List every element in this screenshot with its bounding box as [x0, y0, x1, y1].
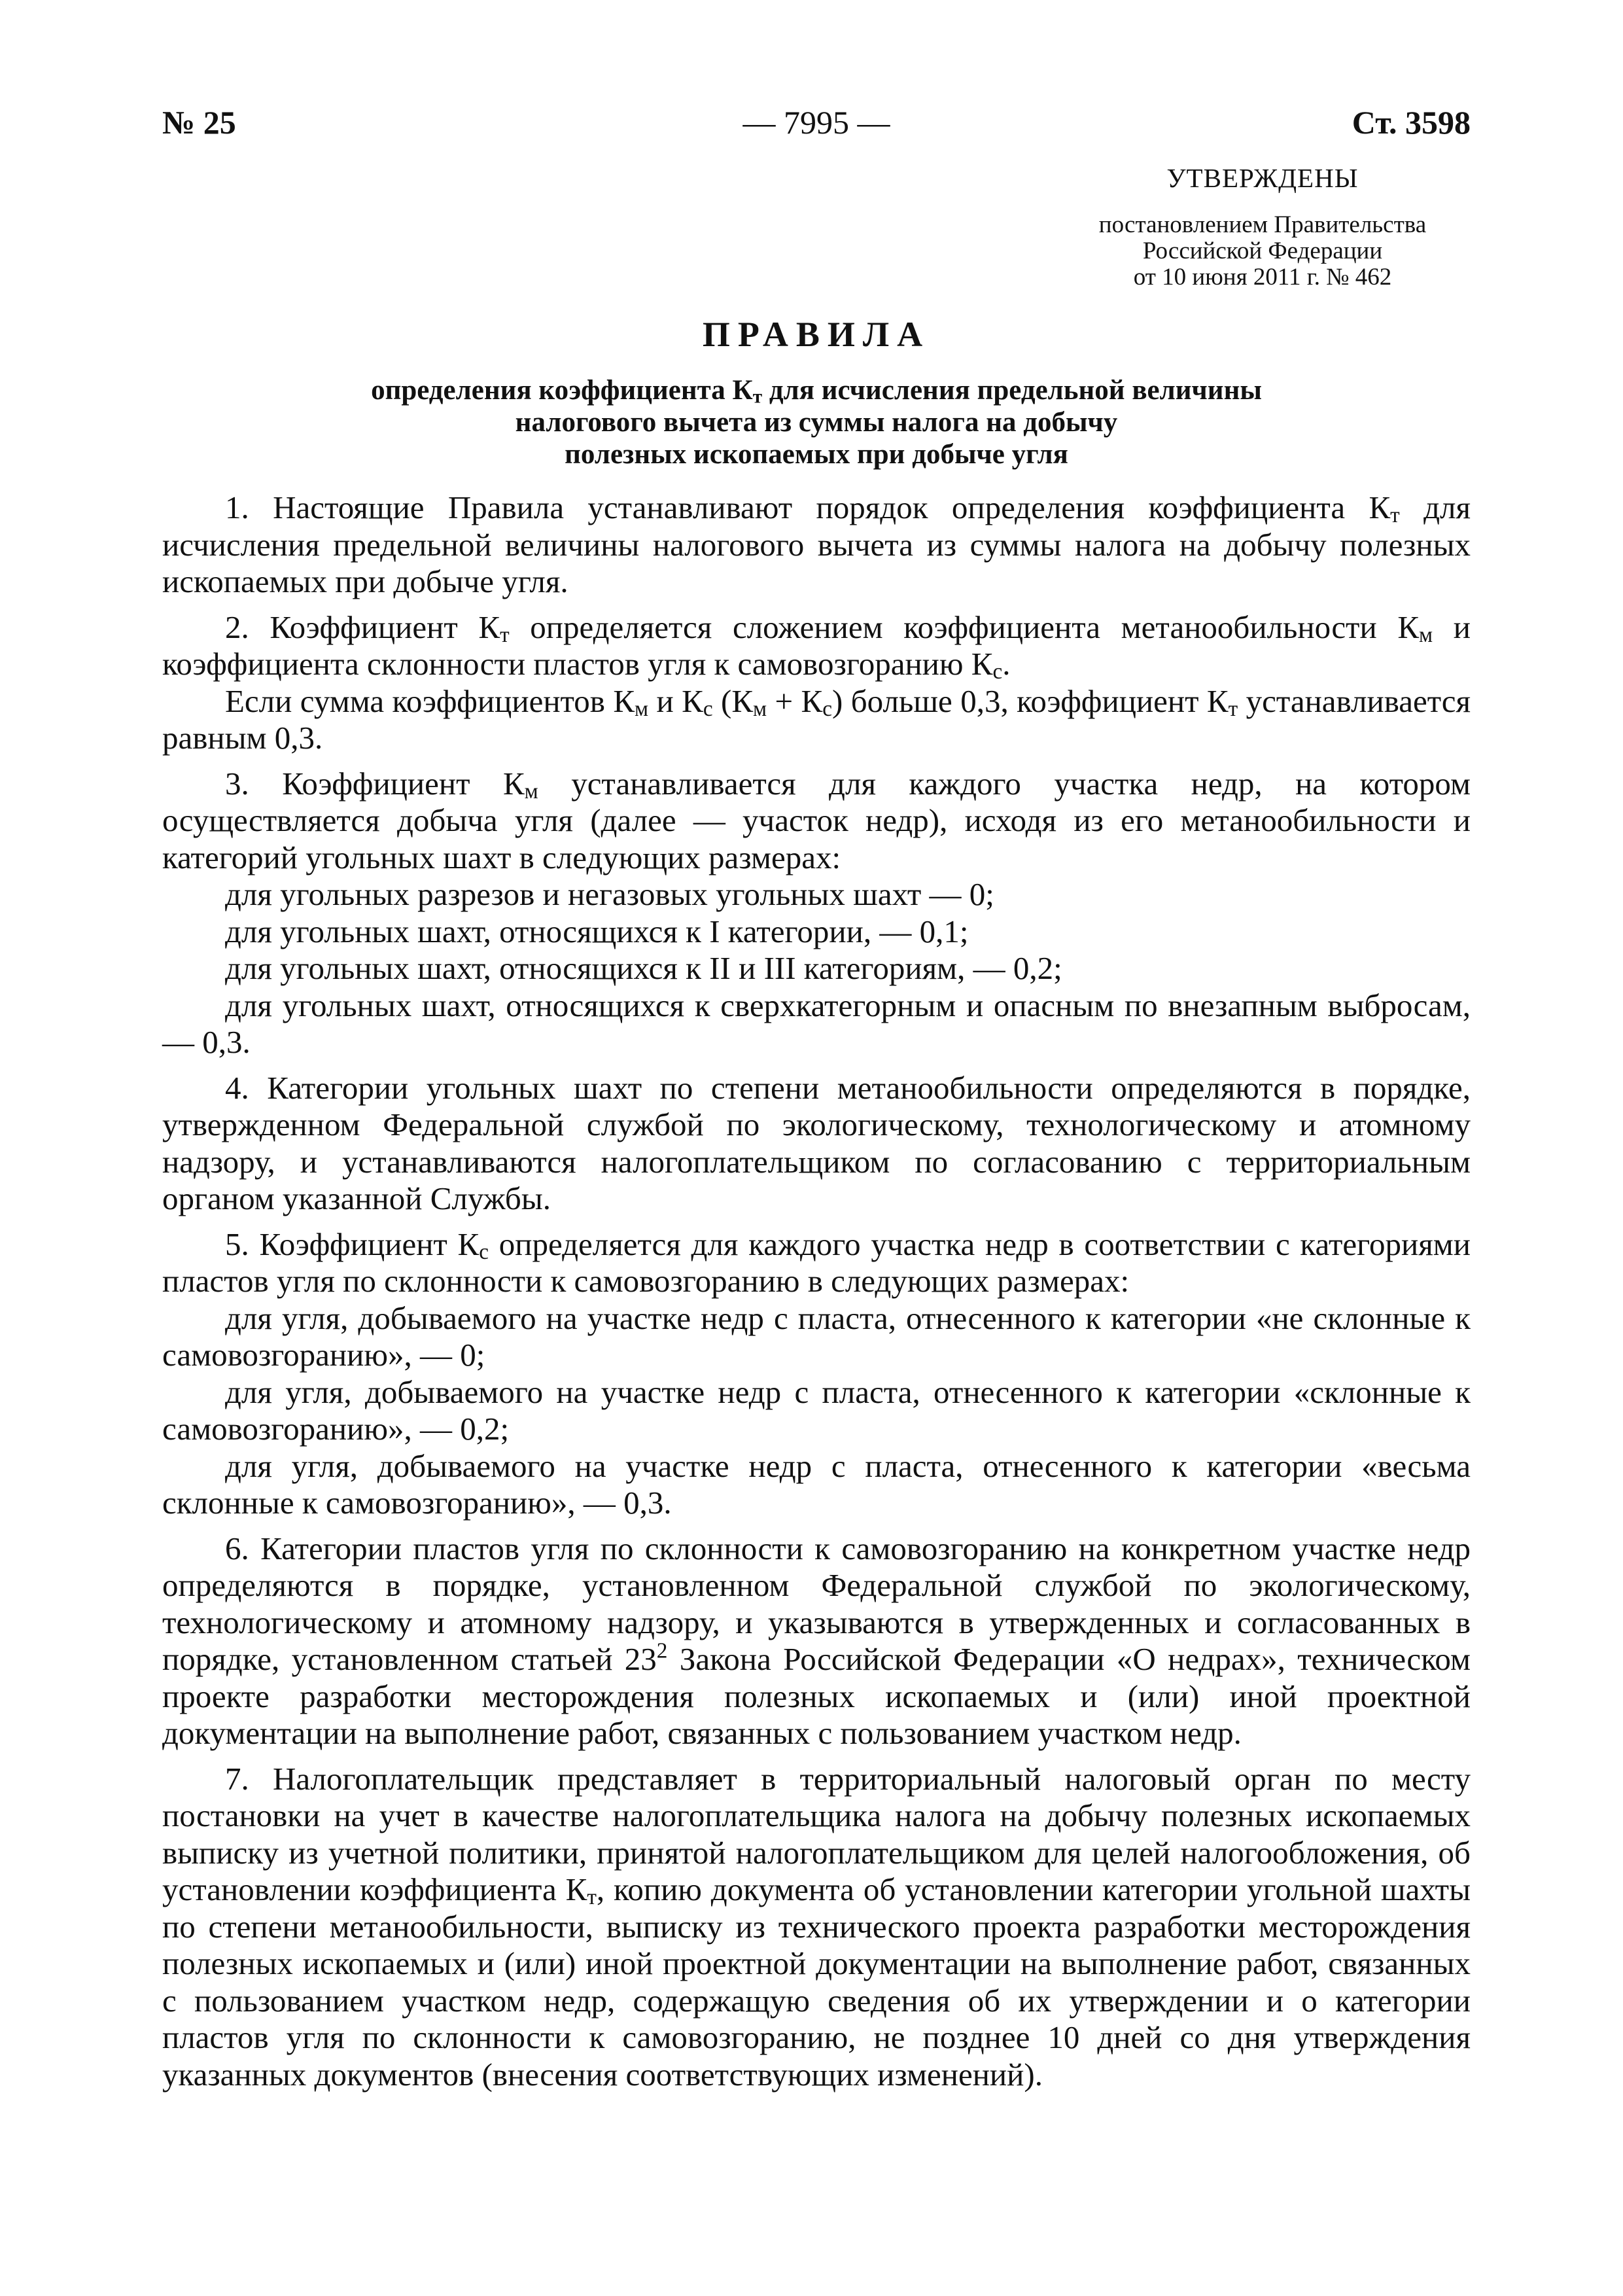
paragraph-6: 6. Категории пластов угля по склонности к самовозгоранию на конкретном участке недр определяются в порядке, установленном Федеральной службой по экологическому, технологическому и атомному надзору, и указываются в утвержденных и согласованных в порядке, установленном статьей $23^2$ Закона Российской Федерации «О недрах», техническом проекте разработки месторождения полезных ископаемых и (или) иной проектной документации на выполнение работ, связанных с пользованием участком недр.	[162, 1530, 1471, 1751]
paragraph-2: 2. Коэффициент Кт определяется сложением коэффициента метанообильности Км и коэффициента склонности пластов угля к самовозгоранию Кс.	[162, 609, 1471, 684]
subtitle-line-3: полезных ископаемых при добыче угля	[565, 439, 1068, 470]
subtitle-line-2: налогового вычета из суммы налога на добычу	[515, 407, 1118, 438]
page-number: — 7995 —	[742, 104, 890, 141]
list-item-kc-2: для угля, добываемого на участке недр с пласта, отнесенного к категории «весьма склонные к самовозгоранию», — 0,3.	[162, 1447, 1471, 1521]
approval-line-3: от 10 июня 2011 г. № 462	[1133, 264, 1392, 291]
paragraph-2-continued: Если сумма коэффициентов Км и Кс (Км + Кс) больше 0,3, коэффициент Кт устанавливается равным 0,3.	[162, 682, 1471, 756]
running-header	[162, 103, 1471, 149]
list-item-kc-0: для угля, добываемого на участке недр с пласта, отнесенного к категории «не склонные к самовозгоранию», — 0;	[162, 1299, 1471, 1373]
list-item-km-0: для угольных разрезов и негазовых угольных шахт — 0;	[225, 876, 994, 912]
paragraph-1: 1. Настоящие Правила устанавливают порядок определения коэффициента Кт для исчисления предельной величины налогового вычета из суммы налога на добычу полезных ископаемых при добыче угля.	[162, 489, 1471, 599]
approval-line-2: Российской Федерации	[1142, 238, 1383, 264]
paragraph-5: 5. Коэффициент Кс определяется для каждого участка недр в соответствии с категориями пластов угля по склонности к самовозгоранию в следующих размерах:	[162, 1226, 1471, 1299]
list-item-kc-1: для угля, добываемого на участке недр с пласта, отнесенного к категории «склонные к самовозгоранию», — 0,2;	[162, 1373, 1471, 1447]
approval-heading: УТВЕРЖДЕНЫ	[1166, 163, 1359, 193]
paragraph-3: 3. Коэффициент Км устанавливается для каждого участка недр, на котором осуществляется добыча угля (далее — участок недр), исходя из его метанообильности и категорий угольных шахт в следующих размерах:	[162, 765, 1471, 875]
approval-stamp	[1040, 162, 1485, 291]
document-body	[162, 489, 1471, 2102]
approval-line-1: постановлением Правительства	[1098, 211, 1427, 238]
issue-number: № 25	[162, 104, 236, 141]
paragraph-7: 7. Налогоплательщик представляет в территориальный налоговый орган по месту постановки на учет в качестве налогоплательщика налога на добычу полезных ископаемых выписку из учетной политики, принятой налогоплательщиком для целей налогообложения, об установлении коэффициента Кт, копию документа об установлении категории угольной шахты по степени метанообильности, выписку из технического проекта разработки месторождения полезных ископаемых и (или) иной проектной документации на выполнение работ, связанных с пользованием участком недр, содержащую сведения об их утверждении и о категории пластов угля по склонности к самовозгоранию, не позднее 10 дней со дня утверждения указанных документов (внесения соответствующих изменений).	[162, 1760, 1471, 2093]
paragraph-4: 4. Категории угольных шахт по степени метанообильности определяются в порядке, утвержденном Федеральной службой по экологическому, технологическому и атомному надзору, и устанавливаются налогоплательщиком по согласованию с территориальным органом указанной Службы.	[162, 1069, 1471, 1216]
list-item-km-3: для угольных шахт, относящихся к сверхкатегорным и опасным по внезапным выбросам, — 0,3.	[162, 987, 1471, 1060]
article-number: Ст. 3598	[1352, 104, 1471, 141]
list-item-km-1: для угольных шахт, относящихся к I категории, — 0,1;	[225, 913, 969, 949]
list-item-km-2: для угольных шахт, относящихся к II и III категориям, — 0,2;	[225, 950, 1062, 986]
document-title: ПРАВИЛА	[702, 315, 931, 354]
document-title-block	[162, 314, 1471, 470]
subtitle-line-1: определения коэффициента Кт для исчисления предельной величины	[371, 375, 1262, 408]
